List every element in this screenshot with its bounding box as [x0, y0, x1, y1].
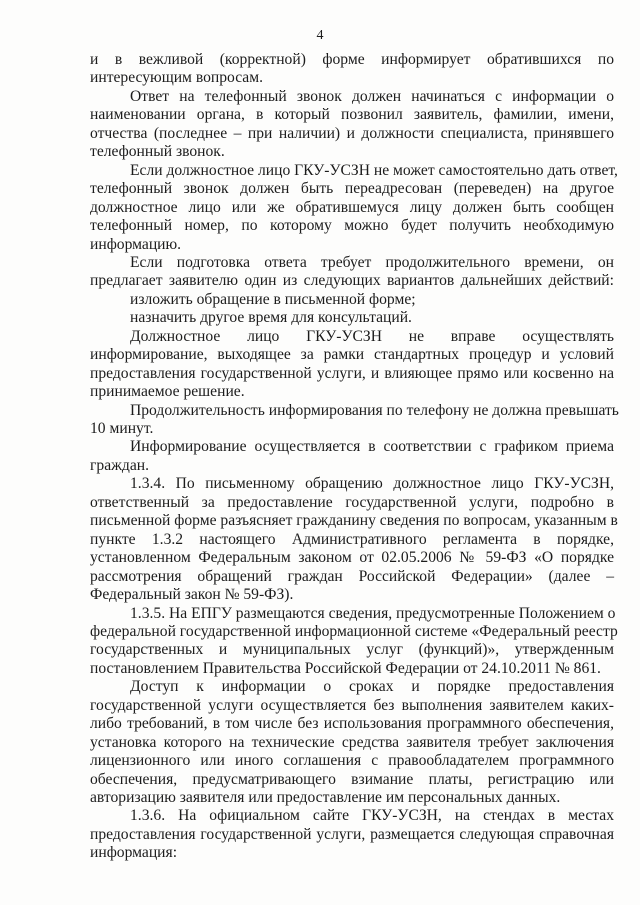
- text-line: федеральной государственной информационной системе «Федеральный реестр: [90, 623, 618, 640]
- text-line: граждан.: [90, 457, 149, 474]
- text-line: и в вежливой (корректной) форме информирует обратившихся по: [90, 51, 614, 68]
- text-line: телефонный номер, по которому можно будет получить необходимую: [90, 217, 614, 234]
- text-line: отчества (последнее – при наличии) и должности специалиста, принявшего: [90, 125, 614, 142]
- text-line: установленном Федеральным законом от 02.05.2006 № 59-ФЗ «О порядке: [90, 549, 614, 566]
- text-line: наименовании органа, в который позвонил заявитель, фамилии, имени,: [90, 106, 614, 123]
- text-line: предоставления государственной услуги, размещается следующая справочная: [90, 826, 614, 843]
- text-line: 1.3.5. На ЕПГУ размещаются сведения, предусмотренные Положением о: [130, 605, 616, 622]
- text-line: пункте 1.3.2 настоящего Административного регламента в порядке,: [90, 531, 614, 548]
- page-number: 4: [316, 28, 324, 43]
- text-line: государственной услуги осуществляется без выполнения заявителем каких-: [90, 697, 614, 714]
- text-line: информацию.: [90, 236, 182, 253]
- text-line: либо требований, в том числе без использования программного обеспечения,: [90, 715, 614, 732]
- text-line: Федеральный закон № 59-ФЗ).: [90, 586, 294, 603]
- text-line: обеспечения, предусматривающего взимание платы, регистрацию или: [90, 771, 614, 788]
- text-line: лицензионного или иного соглашения с правообладателем программного: [90, 752, 614, 769]
- text-line: информация:: [90, 844, 178, 861]
- text-line: Ответ на телефонный звонок должен начинаться с информации о: [130, 88, 614, 105]
- text-line: ответственный за предоставление государственной услуги, подробно в: [90, 494, 614, 511]
- text-line: телефонный звонок.: [90, 143, 225, 160]
- text-line: назначить другое время для консультаций.: [130, 309, 412, 326]
- text-line: Доступ к информации о сроках и порядке предоставления: [130, 678, 614, 695]
- text-line: информирование, выходящее за рамки стандартных процедур и условий: [90, 346, 614, 363]
- text-line: авторизацию заявителя или предоставление им персональных данных.: [90, 789, 561, 806]
- text-line: письменной форме разъясняет гражданину сведения по вопросам, указанным в: [90, 512, 618, 529]
- text-line: 10 минут.: [90, 420, 154, 437]
- text-line: рассмотрения обращений граждан Российской Федерации» (далее –: [90, 568, 614, 585]
- text-line: предоставления государственной услуги, и влияющее прямо или косвенно на: [90, 365, 614, 382]
- text-line: интересующим вопросам.: [90, 69, 263, 86]
- text-line: постановлением Правительства Российской Федерации от 24.10.2011 № 861.: [90, 660, 601, 677]
- text-line: 1.3.6. На официальном сайте ГКУ-УСЗН, на стендах в местах: [130, 807, 614, 824]
- text-line: должностное лицо или же обратившемуся лицу должен быть сообщен: [90, 199, 614, 216]
- text-line: государственных и муниципальных услуг (функций)», утвержденным: [90, 641, 614, 658]
- text-line: предлагает заявителю один из следующих вариантов дальнейших действий:: [90, 272, 614, 289]
- text-line: Информирование осуществляется в соответствии с графиком приема: [130, 438, 614, 455]
- text-line: изложить обращение в письменной форме;: [130, 291, 416, 308]
- text-line: телефонный звонок должен быть переадресован (переведен) на другое: [90, 180, 614, 197]
- text-line: Продолжительность информирования по телефону не должна превышать: [130, 402, 619, 419]
- text-line: установка которого на технические средства заявителя требует заключения: [90, 734, 614, 751]
- text-line: принимаемое решение.: [90, 383, 245, 400]
- text-line: Если должностное лицо ГКУ-УСЗН не может самостоятельно дать ответ,: [130, 162, 618, 179]
- text-line: Если подготовка ответа требует продолжительного времени, он: [130, 254, 614, 271]
- text-line: Должностное лицо ГКУ-УСЗН не вправе осуществлять: [130, 328, 614, 345]
- text-line: 1.3.4. По письменному обращению должностное лицо ГКУ-УСЗН,: [130, 475, 614, 492]
